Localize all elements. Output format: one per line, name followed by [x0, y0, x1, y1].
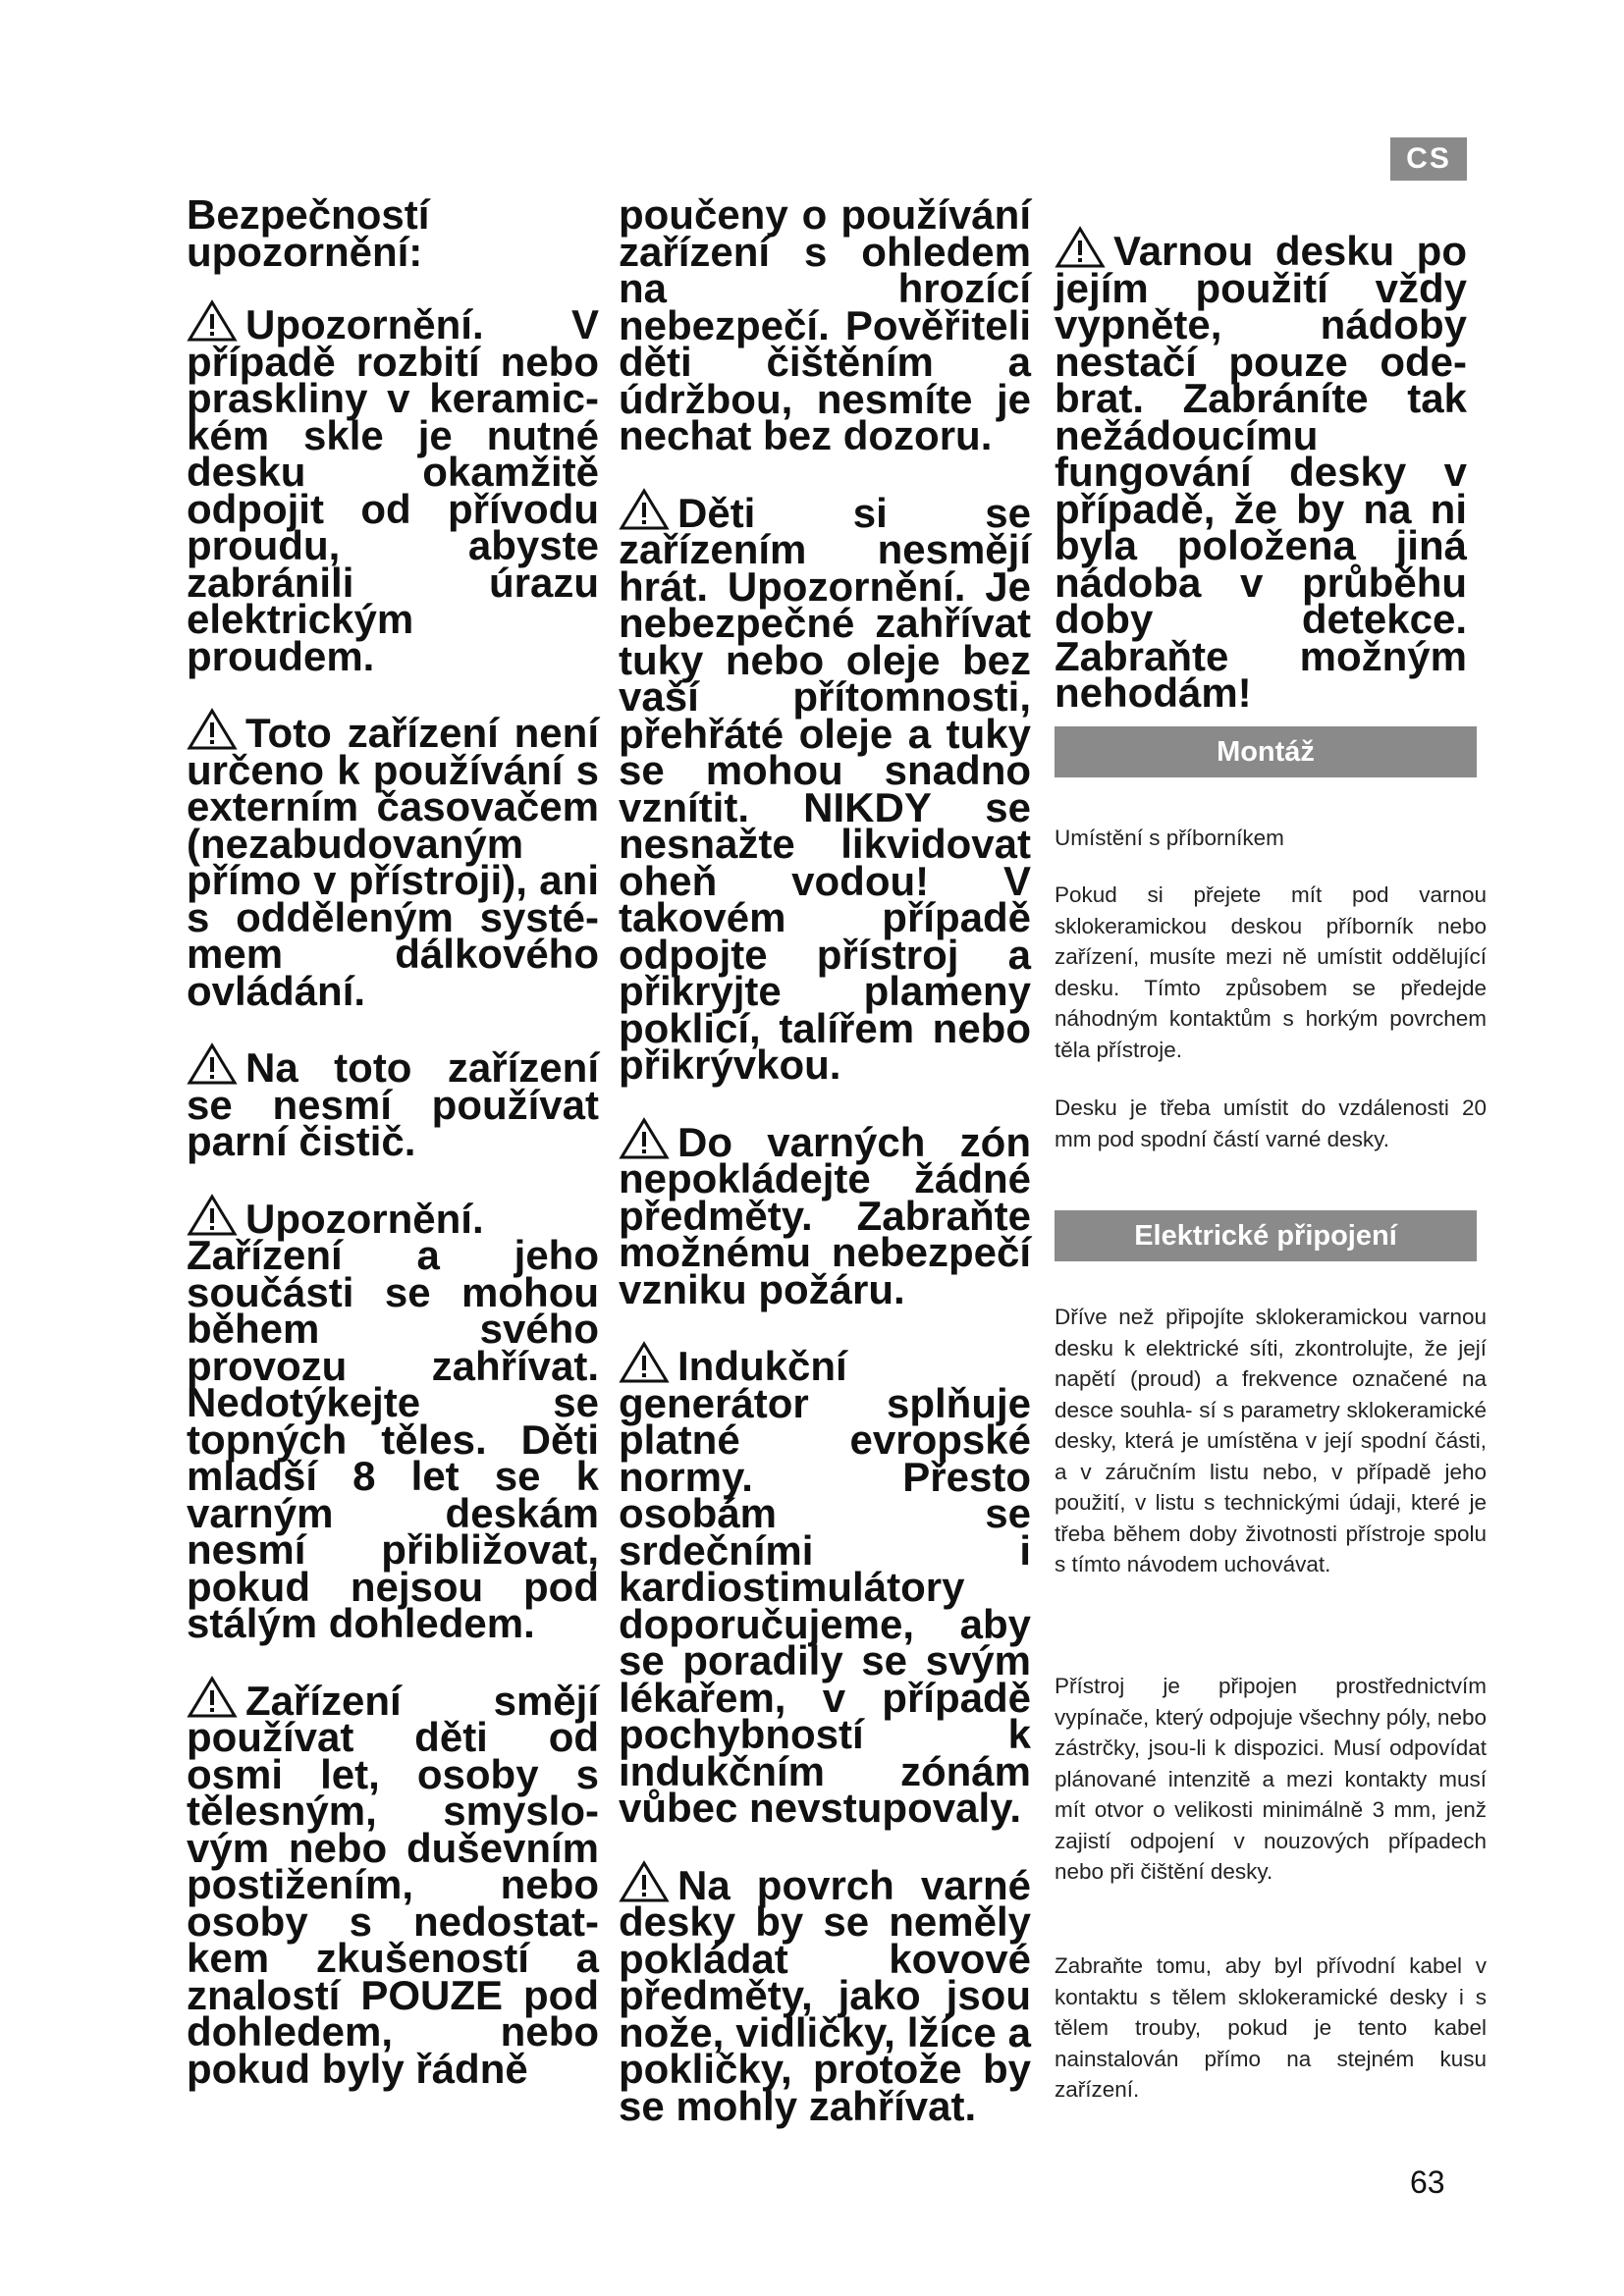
warning-text: Indukční generátor splňuje platné evropské normy. Přesto osobám se srdečními i kardiostimulátory doporučujeme, aby se poradily se svým lékařem, v případě pochybností k indukčním zónám vůbec nevstupovaly. [619, 1343, 1031, 1831]
warning-triangle-icon [619, 488, 670, 531]
warning-triangle-icon [619, 1117, 670, 1160]
warning-switch-off [1055, 226, 1467, 716]
montaz-paragraph-1: Pokud si přejete mít pod varnou sklokeramickou deskou příborník nebo zařízení, musíte mezi ně umístit oddělující desku. Tímto způsobem se předejde náhodným kontaktům s horkým povrchem těla přístroje. [1055, 882, 1487, 1062]
safety-column-3 [1055, 226, 1467, 745]
warning-triangle-icon [1055, 226, 1106, 269]
warning-text: Děti si se zařízením nesmějí hrát. Upozornění. Je nebezpečné zahřívat tuky nebo oleje bez vaší přítomnosti, přehřáté oleje a tuky se mohou snadno vznítit. NIKDY se nesnažte likvidovat oheň vodou! V takovém případě odpojte přístroj a přikryjte plameny poklicí, talířem nebo přikrývkou. [619, 489, 1031, 1088]
warning-text: Upozornění. Zařízení a jeho součásti se mohou během svého provozu zahřívat. Nedotýkejte se topných těles. Děti mladší 8 let se k varným deskám nesmí přibližovat, pokud nejsou pod stálým dohledem. [187, 1195, 599, 1646]
warning-text: Toto zařízení není určeno k používání s externím časovačem (nezabudovaným přímo v přístroji), ani s odděleným systé- mem dálkového ovládání. [187, 710, 599, 1014]
warning-induction-pacemaker [619, 1341, 1031, 1831]
warning-children-use [187, 1676, 599, 2092]
section-title-montaz: Montáž [1055, 726, 1477, 777]
language-badge: CS [1390, 137, 1467, 181]
warning-text: Do varných zón nepokládejte žádné předměty. Zabraňte možnému nebezpečí vzniku požáru. [619, 1118, 1031, 1312]
warning-text: Varnou desku po jejím použití vždy vypněte, nádoby nestačí pouze ode- brat. Zabráníte tak nežádoucímu fungování desky v případě, že by na ni byla položena jiná nádoba v průběhu doby detekce. Zabraňte možným nehodám! [1055, 228, 1467, 716]
warning-external-timer [187, 708, 599, 1014]
warning-text: Zařízení smějí používat děti od osmi let, osoby s tělesným, smyslo- vým nebo duševním postižením, nebo osoby s nedostat- kem zkušeností a znalostí POUZE pod dohledem, nebo pokud byly řádně [187, 1677, 599, 2092]
electrical-paragraph-1: Dříve než připojíte sklokeramickou varnou desku k elektrické síti, zkontrolujte, že její napětí (proud) a frekvence označené na desce souhla- sí s parametry sklokeramické desky, která je umístěna v její spodní části, a v záručním listu nebo, v případě jeho použití, v listu s technickými údaji, které je třeba během doby životnosti přístroje spolu s tímto návodem uchovávat. [1055, 1305, 1487, 1576]
warning-no-objects [619, 1117, 1031, 1312]
safety-heading: Bezpečností upozornění: [187, 191, 430, 275]
warning-metal-objects [619, 1860, 1031, 2129]
warning-steam-cleaner [187, 1042, 599, 1164]
warning-triangle-icon [619, 1341, 670, 1384]
warning-triangle-icon [187, 299, 238, 343]
warning-hot-parts [187, 1194, 599, 1646]
continuation-text: poučeny o používání zařízení s ohledem na hrozící nebezpečí. Pověřiteli děti čištěním a údržbou, nesmíte je nechat bez dozoru. [619, 191, 1031, 458]
warning-triangle-icon [187, 1676, 238, 1719]
safety-column-2 [619, 191, 1031, 2154]
electrical-paragraph-3: Zabraňte tomu, aby byl přívodní kabel v kontaktu s tělem sklokeramické desky i s tělem trouby, pokud je tento kabel nainstalován přímo na stejném kusu zařízení. [1055, 1953, 1487, 2102]
warning-text: Upozornění. V případě rozbití nebo praskliny v keramic- kém skle je nutné desku okamžitě odpojit od přívodu proudu, abyste zabránili úrazu elektrickým proudem. [187, 301, 599, 679]
warning-triangle-icon [187, 1042, 238, 1086]
warning-triangle-icon [187, 708, 238, 751]
warning-text: Na povrch varné desky by se neměly pokládat kovové předměty, jako jsou nože, vidličky, lžíce a pokličky, protože by se mohly zahřívat. [619, 1861, 1031, 2129]
montaz-paragraph-2: Desku je třeba umístit do vzdálenosti 20 mm pod spodní částí varné desky. [1055, 1095, 1487, 1151]
section-title-electrical: Elektrické připojení [1055, 1210, 1477, 1261]
montaz-subtitle: Umístění s příborníkem [1055, 826, 1284, 850]
warning-broken-glass [187, 299, 599, 679]
warning-triangle-icon [619, 1860, 670, 1903]
warning-children-play [619, 488, 1031, 1088]
warning-triangle-icon [187, 1194, 238, 1237]
page-number: 63 [1410, 2164, 1445, 2200]
warning-text: Na toto zařízení se nesmí používat parní čistič. [187, 1044, 599, 1164]
safety-column-1 [187, 191, 599, 2116]
electrical-paragraph-2: Přístroj je připojen prostřednictvím vypínače, který odpojuje všechny póly, nebo zástrčky, jsou-li k dispozici. Musí odpovídat plánované intenzitě a mezi kontakty musí mít otvor o velikosti minimálně 3 mm, jenž zajistí odpojení v nouzových případech nebo při čištění desky. [1055, 1674, 1487, 1884]
